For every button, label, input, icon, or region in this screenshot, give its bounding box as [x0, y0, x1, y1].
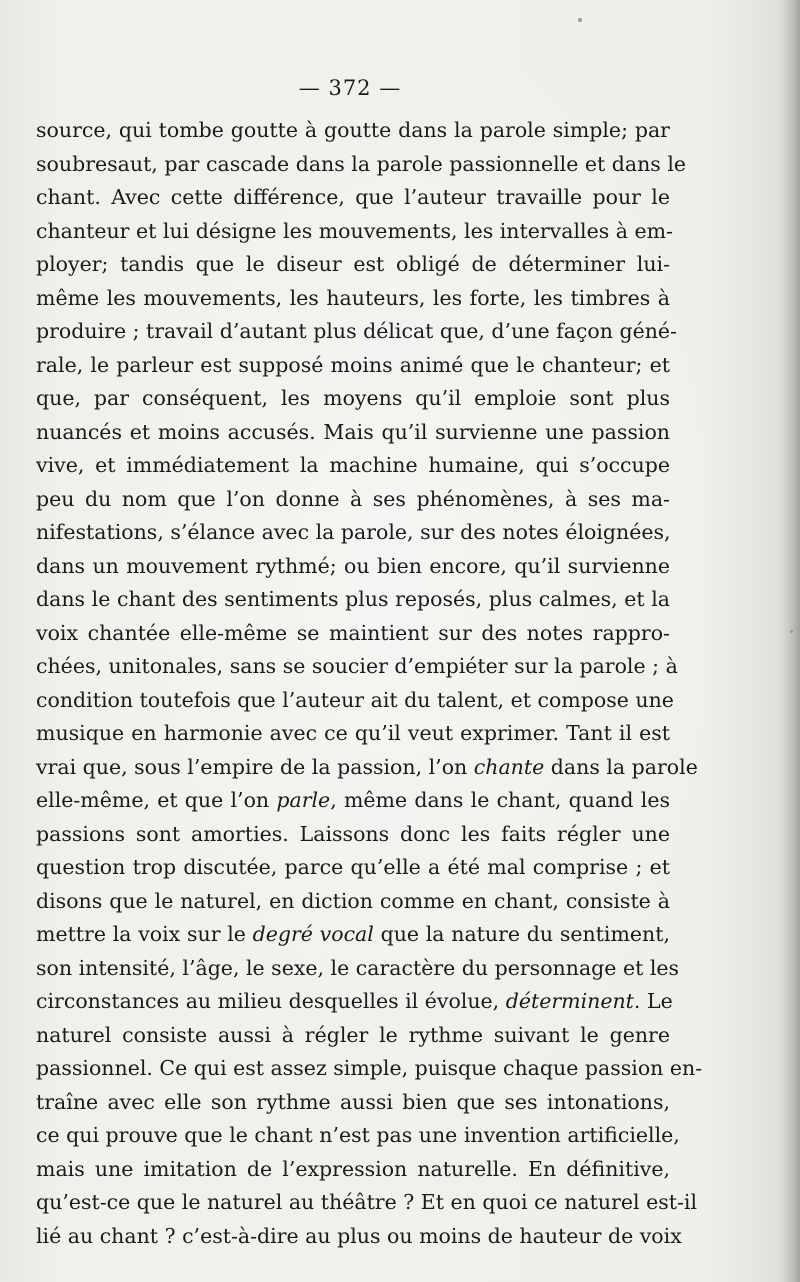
text-segment: soubresaut, par cascade dans la parole passionnelle et dans le — [36, 151, 687, 176]
text-line — [36, 952, 680, 986]
text-segment: disons que le naturel, en diction comme en chant, consiste à — [36, 888, 670, 913]
text-segment: source, qui tombe goutte à goutte dans la parole simple; par — [36, 118, 670, 142]
text-segment: rale, le parleur est supposé moins animé que le chanteur; et — [36, 352, 670, 377]
text-line — [36, 181, 670, 215]
text-line — [36, 684, 674, 718]
text-segment: ployer; tandis que le diseur est obligé de déterminer lui- — [36, 252, 670, 276]
text-segment: chées, unitonales, sans se soucier d’empiéter sur la parole ; à — [36, 654, 678, 678]
text-segment: vrai que, sous l’empire de la passion, l’on — [36, 754, 474, 779]
text-segment: que, par conséquent, les moyens qu’il emploie sont plus — [36, 386, 670, 410]
text-segment: voix chantée elle-même se maintient sur des notes rappro- — [36, 620, 670, 645]
text-segment: elle-même, et que l’on — [36, 788, 277, 812]
text-line — [36, 1019, 670, 1053]
text-segment: question trop discutée, parce qu’elle a été mal comprise ; et — [36, 855, 670, 879]
text-segment: traîne avec elle son rythme aussi bien que ses intonations, — [36, 1089, 670, 1114]
italic-text: parle — [276, 788, 331, 812]
text-line — [36, 1086, 670, 1120]
body-text — [36, 114, 703, 1253]
text-line — [36, 483, 670, 517]
text-segment: dans le chant des sentiments plus reposés, plus calmes, et la — [36, 587, 670, 611]
text-line — [36, 315, 677, 349]
text-segment: dans la parole — [544, 754, 698, 779]
text-line — [36, 1186, 698, 1220]
text-line — [36, 382, 670, 416]
text-segment: chant. Avec cette différence, que l’auteur travaille pour le — [36, 185, 670, 209]
text-segment: que la nature du sentiment, — [373, 922, 670, 946]
text-line — [36, 918, 670, 952]
text-segment: peu du nom que l’on donne à ses phénomènes, à ses ma- — [36, 486, 670, 511]
text-line — [36, 818, 670, 852]
text-line — [36, 550, 670, 584]
text-line — [36, 650, 678, 684]
text-line — [36, 114, 670, 148]
text-segment: chanteur et lui désigne les mouvements, les intervalles à em- — [36, 218, 673, 243]
text-segment: vive, et immédiatement la machine humaine, qui s’occupe — [36, 453, 670, 477]
text-line — [36, 751, 698, 785]
text-line — [36, 1052, 703, 1086]
text-segment: circonstances au milieu desquelles il évolue, — [36, 989, 506, 1013]
text-line — [36, 1119, 680, 1153]
text-line — [36, 215, 673, 249]
text-line — [36, 617, 670, 651]
text-segment: produire ; travail d’autant plus délicat que, d’une façon géné- — [36, 319, 677, 343]
italic-text: chante — [473, 754, 545, 779]
text-segment: , même dans le chant, quand les — [330, 788, 670, 812]
text-segment: dans un mouvement rythmé; ou bien encore, qu’il survienne — [36, 553, 670, 578]
text-line — [36, 516, 670, 550]
italic-text: déterminent — [505, 989, 634, 1013]
text-segment: passions sont amorties. Laissons donc les faits régler une — [36, 821, 670, 846]
italic-text: degré vocal — [252, 922, 374, 946]
text-line — [36, 282, 670, 316]
text-segment: lié au chant ? c’est-à-dire au plus ou moins de hauteur de voix — [36, 1223, 682, 1248]
text-segment: naturel consiste aussi à régler le rythme suivant le genre — [36, 1022, 670, 1047]
page-edge-shadow — [782, 0, 800, 1282]
text-line — [36, 885, 670, 919]
text-line — [36, 449, 670, 483]
text-line — [36, 851, 670, 885]
page-number: — 372 — — [298, 76, 402, 100]
paper-speck — [790, 630, 793, 633]
text-line — [36, 349, 670, 383]
text-line — [36, 1220, 682, 1254]
text-line — [36, 1153, 670, 1187]
text-segment: nuancés et moins accusés. Mais qu’il survienne une passion — [36, 419, 670, 444]
text-line — [36, 717, 670, 751]
text-segment: son intensité, l’âge, le sexe, le caractère du personnage et les — [36, 955, 680, 980]
text-segment: mettre la voix sur le — [36, 922, 253, 946]
text-segment: musique en harmonie avec ce qu’il veut exprimer. Tant il est — [36, 721, 670, 745]
text-segment: . Le — [633, 989, 673, 1013]
text-segment: qu’est-ce que le naturel au théâtre ? Et en quoi ce naturel est-il — [36, 1190, 698, 1214]
paper-speck — [578, 18, 582, 22]
text-line — [36, 784, 670, 818]
text-line — [36, 248, 670, 282]
text-segment: condition toutefois que l’auteur ait du talent, et compose une — [36, 687, 674, 712]
text-segment: même les mouvements, les hauteurs, les forte, les timbres à — [36, 285, 670, 310]
text-line — [36, 583, 670, 617]
text-line — [36, 148, 687, 182]
text-line — [36, 985, 673, 1019]
text-segment: nifestations, s’élance avec la parole, sur des notes éloignées, — [36, 520, 671, 544]
text-line — [36, 416, 670, 450]
text-segment: passionnel. Ce qui est assez simple, puisque chaque passion en- — [36, 1056, 703, 1080]
text-segment: mais une imitation de l’expression naturelle. En définitive, — [36, 1156, 670, 1181]
text-segment: ce qui prouve que le chant n’est pas une invention artificielle, — [36, 1123, 680, 1147]
